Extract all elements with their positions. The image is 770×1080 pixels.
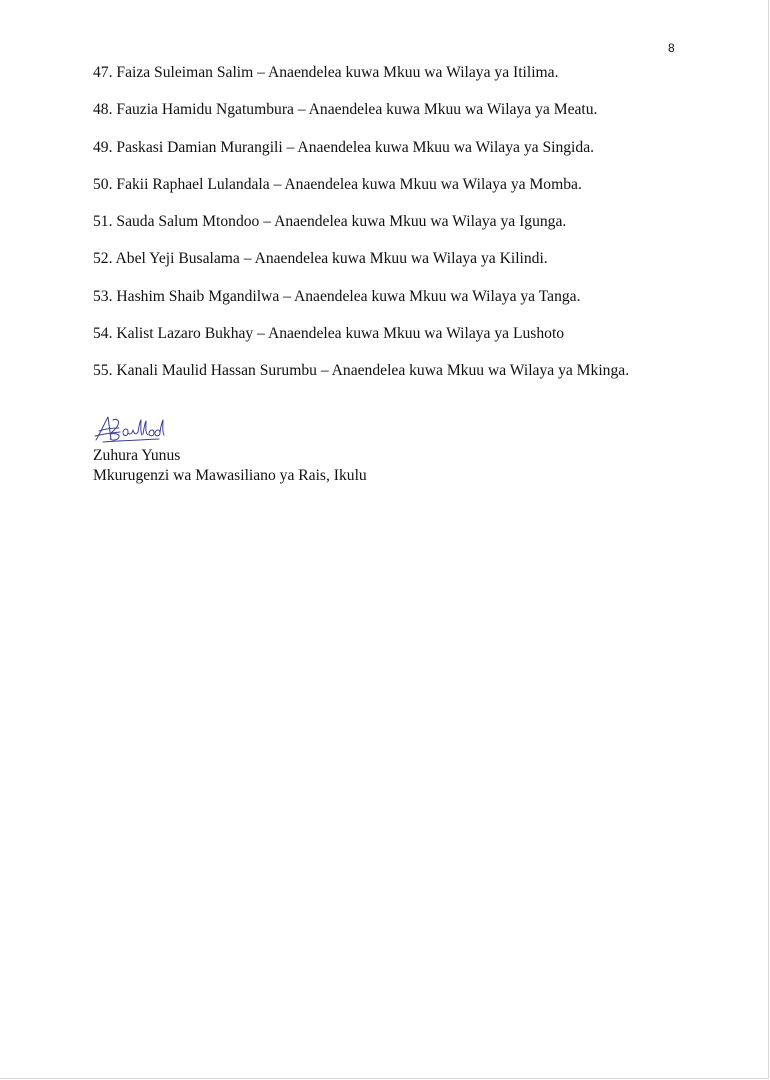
handwritten-signature	[93, 412, 168, 446]
signatory-title: Mkurugenzi wa Mawasiliano ya Rais, Ikulu	[93, 467, 367, 484]
list-item: 55. Kanali Maulid Hassan Surumbu – Anaendelea kuwa Mkuu wa Wilaya ya Mkinga.	[93, 362, 630, 380]
list-item: 52. Abel Yeji Busalama – Anaendelea kuwa Mkuu wa Wilaya ya Kilindi.	[93, 250, 548, 268]
list-item: 50. Fakii Raphael Lulandala – Anaendelea kuwa Mkuu wa Wilaya ya Momba.	[93, 175, 582, 193]
page-number: 8	[668, 41, 675, 55]
signatory-name: Zuhura Yunus	[93, 447, 181, 464]
appointments-list	[93, 63, 629, 399]
list-item: 47. Faiza Suleiman Salim – Anaendelea kuwa Mkuu wa Wilaya ya Itilima.	[93, 64, 559, 81]
list-item: 53. Hashim Shaib Mgandilwa – Anaendelea kuwa Mkuu wa Wilaya ya Tanga.	[93, 287, 581, 305]
list-item: 51. Sauda Salum Mtondoo – Anaendelea kuwa Mkuu wa Wilaya ya Igunga.	[93, 213, 567, 231]
list-item: 54. Kalist Lazaro Bukhay – Anaendelea kuwa Mkuu wa Wilaya ya Lushoto	[93, 325, 565, 343]
list-item: 49. Paskasi Damian Murangili – Anaendelea kuwa Mkuu wa Wilaya ya Singida.	[93, 138, 595, 156]
list-item: 48. Fauzia Hamidu Ngatumbura – Anaendelea kuwa Mkuu wa Wilaya ya Meatu.	[93, 101, 598, 119]
